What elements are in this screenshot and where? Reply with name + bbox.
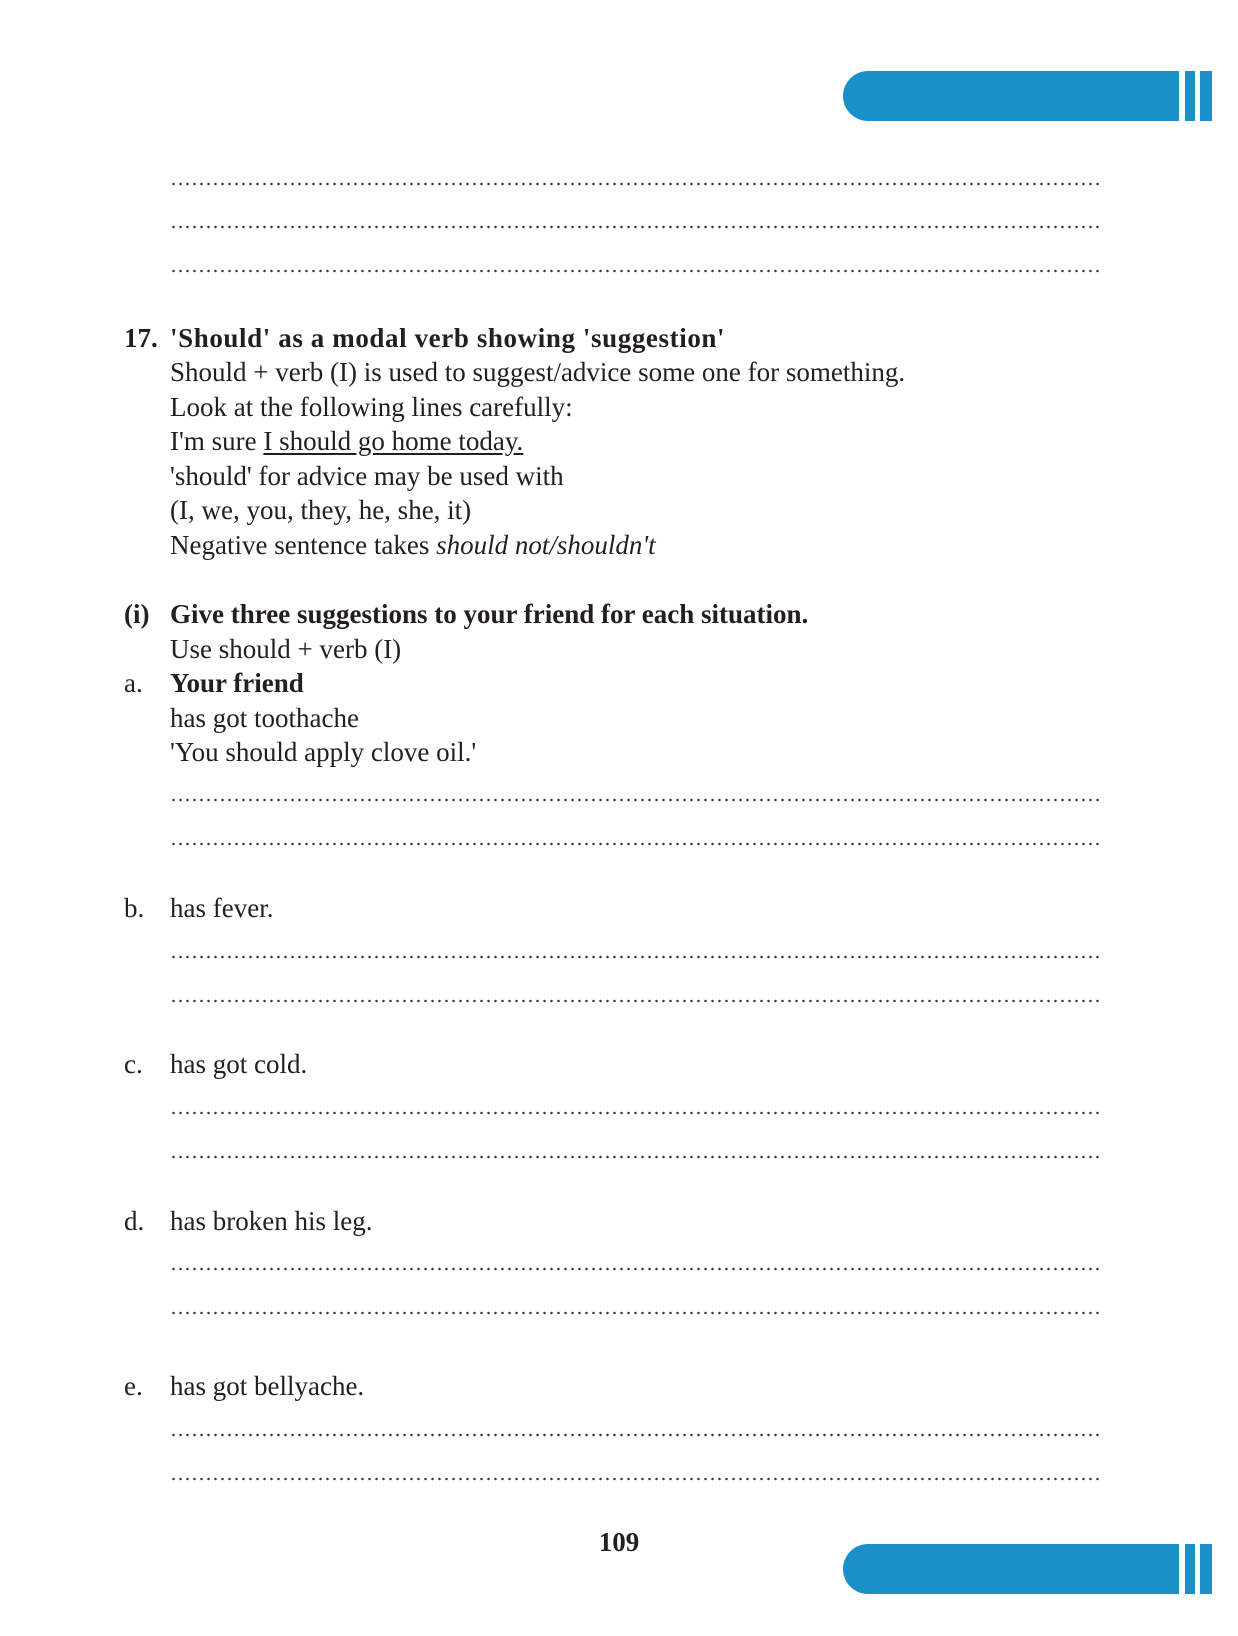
intro-line: Should + verb (I) is used to suggest/advice some one for something. [170,357,906,387]
exercise-instruction: Give three suggestions to your friend for each situation. [170,599,809,629]
answer-line[interactable] [170,798,1102,802]
answer-line[interactable] [170,1477,1102,1481]
section-title: 'Should' as a modal verb showing 'suggestion' [170,323,726,353]
item-label: b. [124,893,145,923]
answer-line[interactable] [170,1155,1102,1159]
usage-line: (I, we, you, they, he, she, it) [170,495,472,525]
answer-line[interactable] [170,842,1102,846]
answer-line[interactable] [170,1267,1102,1271]
answer-line[interactable] [170,955,1102,959]
usage-line: 'should' for advice may be used with [170,461,564,491]
item-text: has got cold. [170,1049,308,1079]
answer-line[interactable] [170,1111,1102,1115]
example-prefix: I'm sure [170,426,264,456]
answer-line[interactable] [170,182,1102,186]
top-accent-stripe-2 [1200,71,1212,121]
answer-line[interactable] [170,225,1102,229]
top-accent-stripe [1185,71,1195,121]
item-label: a. [124,668,143,698]
item-text: has broken his leg. [170,1206,373,1236]
item-text: has got toothache [170,703,359,733]
answer-line[interactable] [170,999,1102,1003]
section-number: 17. [124,323,158,353]
item-example: 'You should apply clove oil.' [170,737,477,767]
answer-line[interactable] [170,1311,1102,1315]
item-text: has fever. [170,893,274,923]
item-heading: Your friend [170,668,304,698]
exercise-number: (i) [124,599,150,629]
example-line [170,425,523,457]
answer-line[interactable] [170,1433,1102,1437]
negative-italic: should not/shouldn't [436,530,656,560]
intro-line: Look at the following lines carefully: [170,392,573,422]
exercise-sub-instruction: Use should + verb (I) [170,634,402,664]
item-label: e. [124,1371,143,1401]
item-text: has got bellyache. [170,1371,365,1401]
negative-line [170,529,656,561]
example-underlined: I should go home today. [263,426,524,456]
item-label: d. [124,1206,145,1236]
answer-line[interactable] [170,269,1102,273]
page-number: 109 [598,1527,640,1557]
top-accent-bar [843,71,1179,121]
negative-prefix: Negative sentence takes [170,530,437,560]
item-label: c. [124,1049,143,1079]
